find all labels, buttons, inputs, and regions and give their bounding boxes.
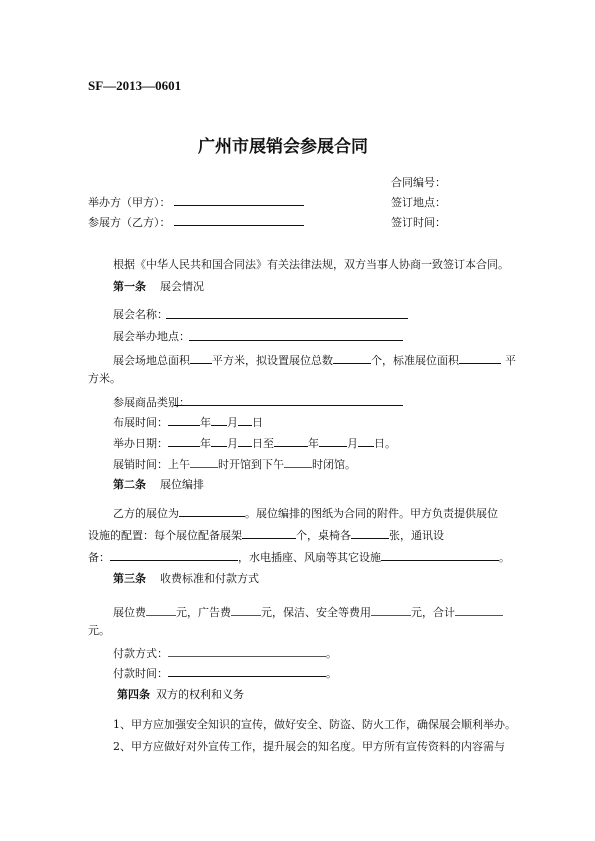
close-hour-field[interactable] (284, 456, 312, 468)
sale-time-line: 展销时间：上午 时开馆到下午 时闭馆。 (113, 458, 356, 471)
article-4-title: 双方的权利和义务 (156, 688, 244, 701)
fair-place-field[interactable] (189, 340, 403, 341)
table-chair-count-field[interactable] (351, 527, 389, 539)
service-fee-field[interactable] (371, 604, 411, 616)
area-unit: 方米。 (88, 372, 121, 385)
page-title: 广州市展销会参展合同 (198, 137, 368, 157)
pay-method-line: 付款方式： 。 (113, 647, 337, 660)
end-day-field[interactable] (358, 435, 374, 447)
shelf-count-field[interactable] (242, 527, 296, 539)
fair-place-label: 展会举办地点： (113, 330, 190, 343)
setup-day-field[interactable] (238, 414, 252, 426)
document-code: SF—2013—0601 (88, 78, 182, 93)
fee-unit: 元。 (88, 624, 110, 637)
article-2-number: 第二条 (113, 478, 146, 491)
contract-number-label: 合同编号： (391, 176, 446, 189)
article-4-item-2: 2、甲方应做好对外宣传工作，提升展会的知名度。甲方所有宣传资料的内容需与 (113, 740, 505, 753)
article-3-heading (113, 572, 259, 586)
equipment-line: 备： ，水电插座、风扇等其它设施 。 (88, 551, 510, 564)
article-3-number: 第三条 (113, 572, 146, 585)
article-4-number: 第四条 (117, 688, 150, 701)
article-1-heading (113, 280, 204, 294)
pay-time-field[interactable] (168, 665, 326, 677)
start-day-field[interactable] (238, 435, 252, 447)
fee-line: 展位费 元，广告费 元，保洁、安全等费用 元，合计 (113, 604, 503, 620)
fair-name-field[interactable] (166, 318, 408, 319)
open-hour-field[interactable] (190, 456, 218, 468)
pay-method-field[interactable] (168, 645, 326, 657)
booth-number-field[interactable] (179, 505, 245, 517)
pay-time-line: 付款时间： 。 (113, 667, 337, 680)
exhibitor-field[interactable] (174, 225, 304, 226)
organizer-label: 举办方（甲方）： (88, 196, 171, 209)
end-year-field[interactable] (274, 435, 308, 447)
facility-line: 设施的配置：每个展位配备展架 个，桌椅各 张，通讯设 (88, 529, 444, 542)
start-year-field[interactable] (168, 435, 200, 447)
article-1-number: 第一条 (113, 280, 146, 293)
category-label: 参展商品类别： (113, 396, 190, 409)
ad-fee-field[interactable] (231, 604, 261, 616)
article-3-title: 收费标准和付款方式 (160, 572, 259, 585)
fair-dates-line: 举办日期： 年 月 日至 年 月 日。 (113, 437, 396, 450)
total-area-field[interactable] (190, 352, 212, 364)
area-line: 展会场地总面积 平方米，拟设置展位总数 个，标准展位面积 平 (113, 354, 516, 367)
end-month-field[interactable] (319, 435, 347, 447)
total-fee-field[interactable] (455, 604, 503, 616)
fair-name-label: 展会名称： (113, 308, 168, 321)
article-4-item-1: 1、甲方应加强安全知识的宣传，做好安全、防盗、防火工作，确保展会顺利举办。 (113, 718, 516, 731)
booth-fee-field[interactable] (146, 604, 176, 616)
booth-line: 乙方的展位为 。展位编排的图纸为合同的附件。甲方负责提供展位 (113, 507, 498, 520)
organizer-field[interactable] (174, 205, 304, 206)
setup-time-line: 布展时间： 年 月 日 (113, 416, 263, 429)
intro-paragraph: 根据《中华人民共和国合同法》有关法律法规，双方当事人协商一致签订本合同。 (113, 258, 509, 271)
category-field[interactable] (174, 405, 403, 406)
article-2-heading (113, 478, 204, 492)
setup-year-field[interactable] (168, 414, 200, 426)
article-1-title: 展会情况 (160, 280, 204, 293)
sign-place-label: 签订地点： (391, 196, 446, 209)
exhibitor-label: 参展方（乙方）： (88, 216, 171, 229)
booth-count-field[interactable] (333, 352, 371, 364)
sign-time-label: 签订时间： (391, 216, 446, 229)
start-month-field[interactable] (211, 435, 227, 447)
article-2-title: 展位编排 (160, 478, 204, 491)
setup-month-field[interactable] (211, 414, 227, 426)
article-4-heading (117, 688, 244, 702)
other-facilities-field[interactable] (381, 549, 499, 561)
communication-equipment-field[interactable] (110, 549, 238, 561)
standard-booth-area-field[interactable] (459, 352, 501, 364)
